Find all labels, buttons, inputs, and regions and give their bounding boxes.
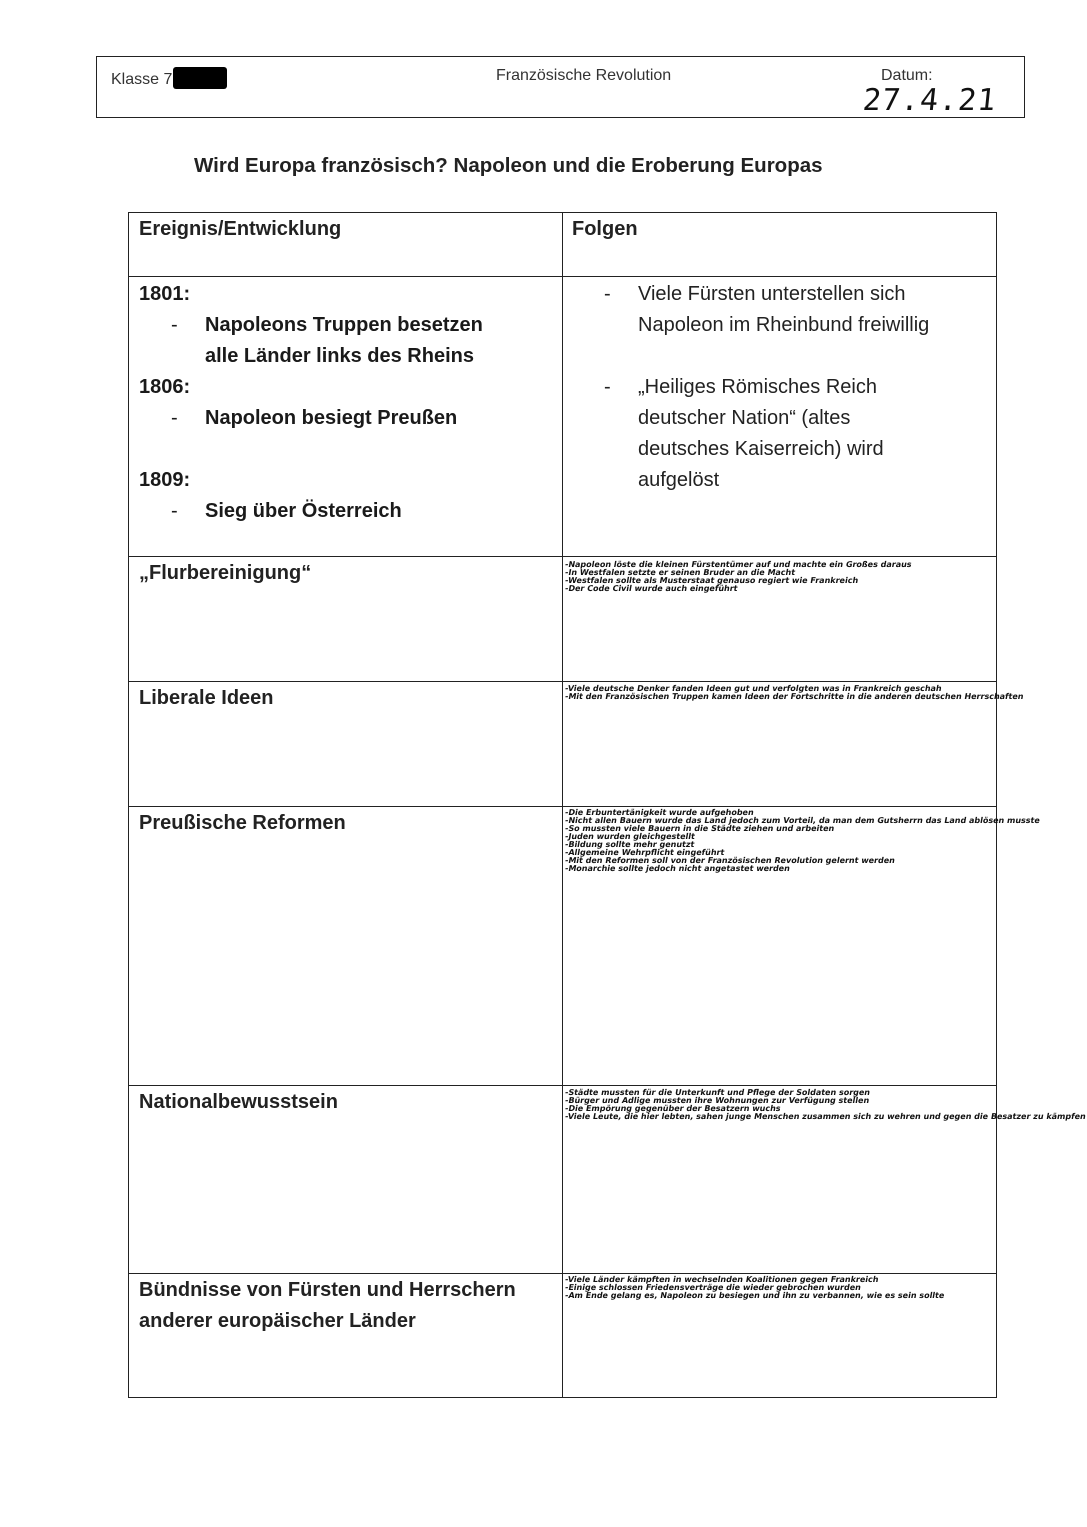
column-header-event: Ereignis/Entwicklung xyxy=(139,218,342,240)
row-divider xyxy=(129,681,996,682)
date-value-handwritten: 27.4.21 xyxy=(861,83,999,118)
column-divider xyxy=(562,213,563,1397)
row1-consequences xyxy=(572,279,992,496)
class-label: Klasse 7 xyxy=(111,67,227,89)
row-divider xyxy=(129,1085,996,1086)
column-header-consequences: Folgen xyxy=(572,218,638,240)
row-label-buendnisse: Bündnisse von Fürsten und Herrschern anderer europäischer Länder xyxy=(139,1279,516,1332)
date-label: Datum: xyxy=(881,67,933,84)
year-1801: 1801: xyxy=(139,283,191,305)
header-box xyxy=(96,56,1025,118)
row-divider xyxy=(129,276,996,277)
year-1809: 1809: xyxy=(139,469,191,491)
consequence-item: - Viele Fürsten unterstellen sich Napoleon im Rheinbund freiwillig xyxy=(572,279,992,341)
event-item: - Sieg über Österreich xyxy=(139,496,554,527)
worksheet-table xyxy=(128,212,1087,1398)
year-1806: 1806: xyxy=(139,376,191,398)
handwritten-notes: -Viele deutsche Denker fanden Ideen gut und verfolgten was in Frankreich geschah -Mit den Französischen Truppen kamen Ideen der Fortschritte in die anderen deutschen Herrschaften xyxy=(564,684,1025,701)
row-divider xyxy=(129,556,996,557)
row1-events xyxy=(139,279,554,527)
event-item: - Napoleon besiegt Preußen xyxy=(139,403,554,434)
handwritten-notes: -Städte mussten für die Unterkunft und Pflege der Soldaten sorgen -Bürger und Adlige mussten ihre Wohnungen zur Verfügung stellen -Die Empörung gegenüber der Besatzern wuchs -Viele Leute, die hier lebten, sahen junge Menschen zusammen sich zu wehren und gegen die Besatzer zu kämpfen xyxy=(564,1088,1087,1121)
event-item: - Napoleons Truppen besetzen alle Länder links des Rheins xyxy=(139,310,554,372)
handwritten-notes: -Die Erbuntertänigkeit wurde aufgehoben -Nicht allen Bauern wurde das Land jedoch zum Vorteil, da man dem Gutsherrn das Land ablösen musste -So mussten viele Bauern in die Städte ziehen und arbeiten -Juden wurden gleichgestellt -Bildung sollte mehr genutzt -Allgemeine Wehrpflicht eingeführt -Mit den Reformen soll von der Französischen Revolution gelernt werden -Monarchie sollte jedoch nicht angetastet werden xyxy=(564,808,1041,873)
row-label-liberale-ideen: Liberale Ideen xyxy=(139,687,274,709)
redacted-block xyxy=(173,67,227,89)
row-label-preussische-reformen: Preußische Reformen xyxy=(139,812,346,834)
handwritten-notes: -Viele Länder kämpften in wechselnden Koalitionen gegen Frankreich -Einige schlossen Friedensverträge die wieder gebrochen wurden -Am Ende gelang es, Napoleon zu besiegen und ihn zu verbannen, wie es sein sollte xyxy=(564,1275,946,1300)
header-topic: Französische Revolution xyxy=(496,67,672,84)
page-title: Wird Europa französisch? Napoleon und die Eroberung Europas xyxy=(194,154,823,177)
row-divider xyxy=(129,1273,996,1274)
consequence-item: - „Heiliges Römisches Reich deutscher Nation“ (altes deutsches Kaiserreich) wird aufgelöst xyxy=(572,372,992,496)
row-label-nationalbewusstsein: Nationalbewusstsein xyxy=(139,1091,338,1113)
row-label-flurbereinigung: „Flurbereinigung“ xyxy=(139,562,312,584)
row-divider xyxy=(129,806,996,807)
handwritten-notes: -Napoleon löste die kleinen Fürstentümer auf und machte ein Großes daraus -In Westfalen setzte er seinen Bruder an die Macht -Westfalen sollte als Musterstaat genauso regiert wie Frankreich -Der Code Civil wurde auch eingeführt xyxy=(564,560,913,593)
